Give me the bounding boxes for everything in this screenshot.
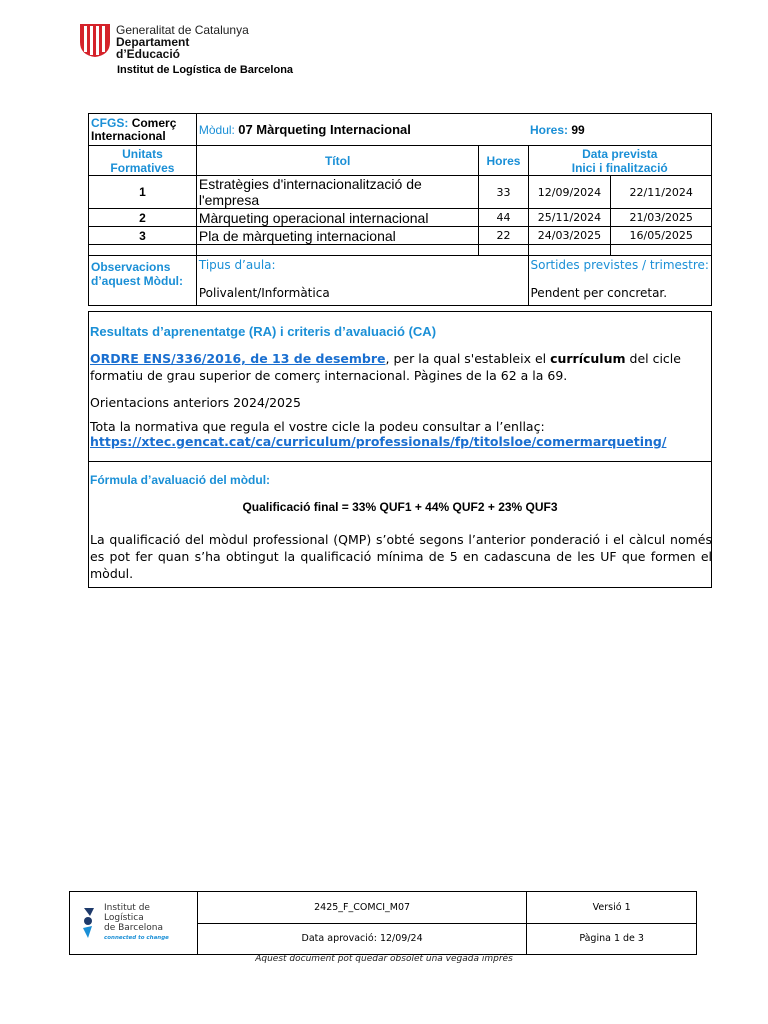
ordre-link[interactable]: ORDRE ENS/336/2016, de 13 de desembre: [90, 351, 386, 366]
classroom-cell: [196, 256, 528, 306]
page-number: Pàgina 1 de 3: [527, 923, 697, 955]
hours-cell: [528, 114, 712, 146]
uf-number: 2: [89, 209, 197, 227]
institute-name: Institut de Logística de Barcelona: [117, 64, 294, 76]
ilb-line-3: de Barcelona: [104, 923, 164, 933]
col-title-header: Títol: [196, 146, 479, 176]
footer-logo-cell: [70, 892, 198, 955]
ordre-paragraph: [90, 350, 710, 384]
doc-code: 2425_F_COMCI_M07: [197, 892, 526, 924]
ordre-text-1: , per la qual s'estableix el: [385, 351, 551, 366]
module-cell: [196, 114, 528, 146]
uf-title: Estratègies d'internacionalització de l'empresa: [196, 176, 479, 209]
uf-hours: 22: [479, 227, 528, 245]
cfgs-label: CFGS:: [91, 115, 129, 130]
uf-hours: 44: [479, 209, 528, 227]
module-label: Mòdul:: [198, 123, 235, 137]
observations-label: Observacions d’aquest Mòdul:: [89, 256, 197, 306]
ra-heading: Resultats d’aprenentatge (RA) i criteris d’avaluació (CA): [90, 324, 437, 339]
uf-title: Màrqueting operacional internacional: [196, 209, 479, 227]
cfgs-cell: [89, 114, 197, 146]
previous-orientations: Orientacions anteriors 2024/2025: [90, 395, 301, 410]
gov-line-2: Departament: [116, 35, 190, 49]
obsolete-note: Aquest document pot quedar obsolet una vegada imprès: [255, 954, 513, 964]
outings-cell: [528, 256, 712, 306]
table-row: [89, 176, 712, 209]
outings-label: Sortides previstes / trimestre:: [530, 258, 709, 272]
ilb-tagline: connected to change: [104, 935, 169, 941]
formula: Qualificació final = 33% QUF1 + 44% QUF2 + 23% QUF3: [242, 500, 558, 514]
gov-line-1: Generalitat de Catalunya: [116, 23, 249, 37]
doc-version: Versió 1: [527, 892, 697, 924]
ilb-logo-icon: [80, 906, 100, 940]
formula-heading: Fórmula d’avaluació del mòdul:: [90, 473, 271, 487]
content-divider: [88, 461, 712, 462]
generalitat-logo-icon: [78, 22, 112, 58]
uf-hours: 33: [479, 176, 528, 209]
generalitat-wordmark: [116, 24, 249, 60]
hours-label: Hores:: [530, 122, 569, 137]
uf-end-date: 21/03/2025: [611, 209, 712, 227]
table-row: [89, 227, 712, 245]
hours-value: 99: [571, 122, 585, 137]
uf-end-date: 16/05/2025: [611, 227, 712, 245]
empty-row: [89, 245, 712, 256]
classroom-value: Polivalent/Informàtica: [198, 286, 330, 300]
uf-start-date: 24/03/2025: [528, 227, 611, 245]
gov-line-3: d’Educació: [116, 47, 181, 61]
outings-value: Pendent per concretar.: [530, 286, 668, 300]
uf-number: 3: [89, 227, 197, 245]
uf-start-date: 25/11/2024: [528, 209, 611, 227]
classroom-label: Tipus d’aula:: [198, 258, 276, 272]
approval-date: Data aprovació: 12/09/24: [197, 923, 526, 955]
footer-table: [69, 891, 697, 955]
table-row: [89, 209, 712, 227]
ilb-line-2: Logística: [104, 913, 144, 923]
normative-text: Tota la normativa que regula el vostre cicle la podeu consultar a l’enllaç:: [90, 419, 545, 434]
col-dates-line1: Data prevista: [582, 146, 658, 161]
module-table: [88, 113, 712, 306]
ordre-bold: currículum: [550, 351, 626, 366]
uf-number: 1: [89, 176, 197, 209]
uf-end-date: 22/11/2024: [611, 176, 712, 209]
col-hours-header: Hores: [479, 146, 528, 176]
ilb-line-1: Institut de: [104, 903, 150, 913]
col-units-header: Unitats Formatives: [89, 146, 197, 176]
cfgs-value: Comerç Internacional: [91, 115, 177, 143]
col-dates-line2: Inici i finalització: [571, 160, 668, 175]
qmp-paragraph: La qualificació del mòdul professional (QMP) s’obté segons l’anterior ponderació i el càlcul només es pot fer quan s’ha obtingut la qualificació mínima de 5 en cadascuna de les UF que formen el mòdul.: [90, 532, 712, 581]
uf-title: Pla de màrqueting internacional: [196, 227, 479, 245]
module-value: 07 Màrqueting Internacional: [238, 122, 411, 137]
normative-link[interactable]: https://xtec.gencat.cat/ca/curriculum/professionals/fp/titolsloe/comermarqueting/: [90, 434, 667, 449]
uf-start-date: 12/09/2024: [528, 176, 611, 209]
ordre-text-2: del cicle formatiu de grau superior de comerç internacional. Pàgines de la 62 a la 69.: [90, 351, 681, 383]
col-dates-header: [528, 146, 712, 176]
